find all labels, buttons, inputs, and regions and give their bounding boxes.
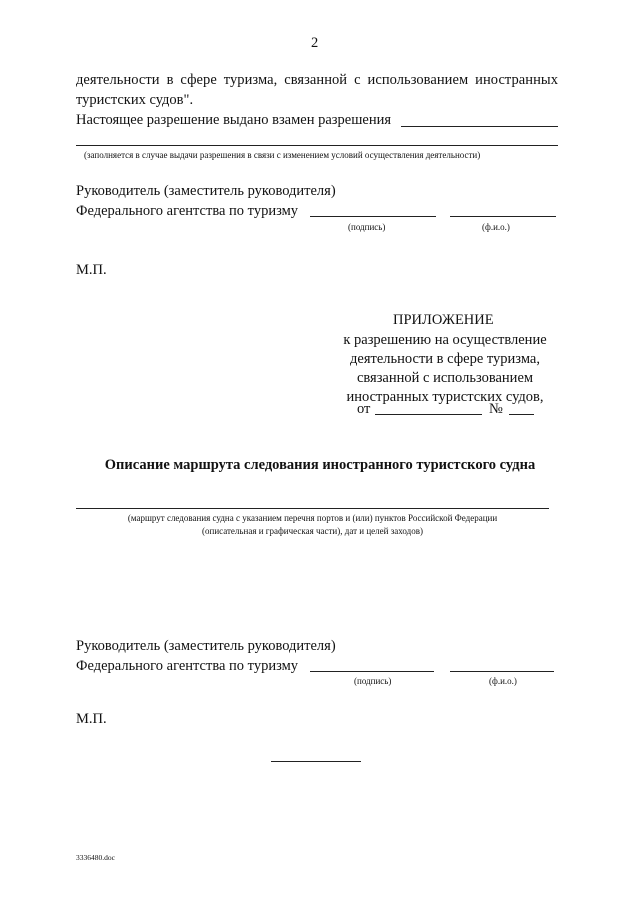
appendix-line-3: связанной с использованием <box>356 370 534 386</box>
signature-caption-2: (подпись) <box>354 676 392 686</box>
appendix-number-label: № <box>489 401 503 417</box>
signatory-title-1: Руководитель (заместитель руководителя) <box>76 183 336 199</box>
previous-permit-blank <box>401 126 558 127</box>
signature-caption-1: (подпись) <box>348 222 386 232</box>
appendix-date-blank <box>375 414 482 415</box>
signatory-title-2: Руководитель (заместитель руководителя) <box>76 638 336 654</box>
appendix-title: ПРИЛОЖЕНИЕ <box>393 312 494 328</box>
route-description-blank <box>76 508 549 509</box>
route-heading: Описание маршрута следования иностранного туристского судна <box>104 457 536 473</box>
replacement-reason-blank <box>76 145 558 146</box>
signature-blank-1 <box>310 216 436 217</box>
signature-blank-2 <box>310 671 434 672</box>
name-caption-2: (ф.и.о.) <box>489 676 517 686</box>
route-note-line-1: (маршрут следования судна с указанием перечня портов и (или) пунктов Российской Федерации <box>127 513 498 523</box>
stamp-placeholder-1: М.П. <box>76 262 107 278</box>
signatory-agency-1: Федерального агентства по туризму <box>76 203 299 219</box>
appendix-from-label: от <box>357 401 371 417</box>
signatory-agency-2: Федерального агентства по туризму <box>76 658 299 674</box>
intro-line-1: деятельности в сфере туризма, связанной с использованием иностранных <box>76 72 558 88</box>
name-blank-2 <box>450 671 554 672</box>
appendix-line-2: деятельности в сфере туризма, <box>350 351 540 367</box>
route-note-line-2: (описательная и графическая части), дат и целей заходов) <box>202 526 423 536</box>
closing-separator <box>271 761 361 762</box>
appendix-line-4: иностранных туристских судов, <box>346 389 544 405</box>
intro-line-2: туристских судов". <box>76 92 194 108</box>
replacement-statement: Настоящее разрешение выдано взамен разрешения <box>76 112 392 128</box>
stamp-placeholder-2: М.П. <box>76 711 107 727</box>
name-blank-1 <box>450 216 556 217</box>
name-caption-1: (ф.и.о.) <box>482 222 510 232</box>
footer-filename: 3336480.doc <box>76 853 115 862</box>
appendix-line-1: к разрешению на осуществление <box>343 332 547 348</box>
replacement-note: (заполняется в случае выдачи разрешения в связи с изменением условий осуществления деятельности) <box>84 150 481 160</box>
page-number: 2 <box>311 35 319 51</box>
appendix-number-blank <box>509 414 534 415</box>
